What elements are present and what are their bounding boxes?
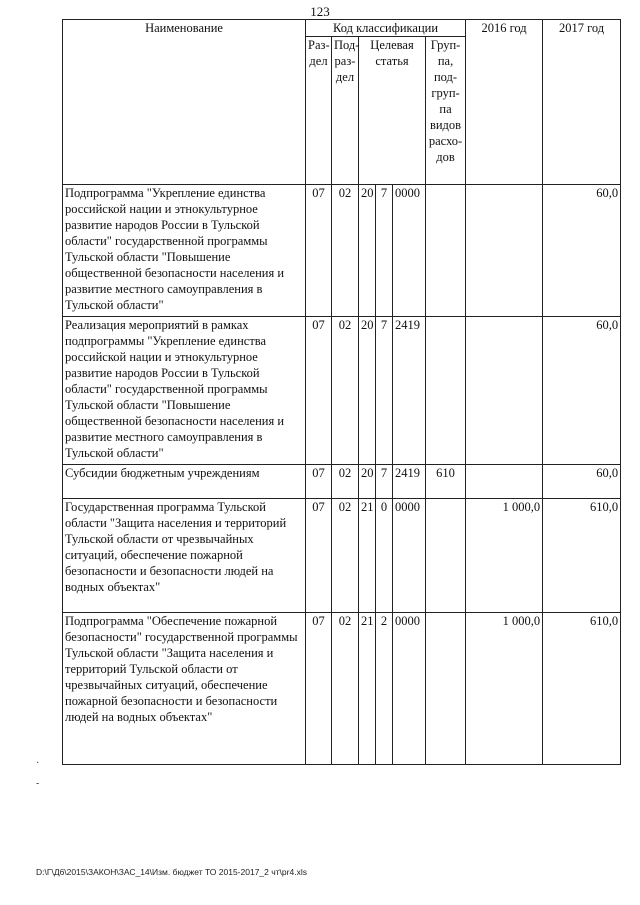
row-cs3: 0000 xyxy=(393,499,426,613)
scan-mark: - xyxy=(36,778,40,789)
row-podrazdel: 02 xyxy=(332,185,359,317)
row-vid xyxy=(426,185,466,317)
row-razdel: 07 xyxy=(306,185,332,317)
row-razdel: 07 xyxy=(306,317,332,465)
row-2017: 60,0 xyxy=(543,185,621,317)
budget-table xyxy=(62,19,621,765)
row-2016 xyxy=(466,465,543,499)
row-podrazdel: 02 xyxy=(332,613,359,765)
row-2016: 1 000,0 xyxy=(466,499,543,613)
table-row xyxy=(63,317,621,465)
row-cs2: 2 xyxy=(376,613,393,765)
page-number: 123 xyxy=(310,4,330,19)
row-cs3: 0000 xyxy=(393,613,426,765)
table-row xyxy=(63,185,621,317)
row-name: Реализация мероприятий в рамках подпрограммы "Укрепление единства российской нации и этнокультурное развитие народов России в Тульской области" государственной программы Тульской области "Повышение общественной безопасности населения и развитие местного самоуправления в Тульской области" xyxy=(63,317,306,465)
header-gruppa-vidov: Груп-па, под-груп-па видов расхо-дов xyxy=(426,37,466,185)
row-cs1: 20 xyxy=(359,317,376,465)
header-code-group: Код классификации xyxy=(306,20,466,37)
row-vid xyxy=(426,613,466,765)
row-cs1: 21 xyxy=(359,613,376,765)
scan-mark: · xyxy=(36,758,40,769)
row-cs2: 7 xyxy=(376,185,393,317)
row-cs2: 7 xyxy=(376,317,393,465)
row-name: Государственная программа Тульской области "Защита населения и территорий Тульской области от чрезвычайных ситуаций, обеспечение пожарной безопасности и безопасности людей на водных объектах" xyxy=(63,499,306,613)
row-cs2: 7 xyxy=(376,465,393,499)
header-2017: 2017 год xyxy=(543,20,621,185)
row-razdel: 07 xyxy=(306,613,332,765)
header-celevaya-statya: Целевая статья xyxy=(359,37,426,185)
row-2016 xyxy=(466,317,543,465)
header-name: Наименование xyxy=(63,20,306,185)
row-vid xyxy=(426,499,466,613)
header-razdel: Раз-дел xyxy=(306,37,332,185)
row-2017: 610,0 xyxy=(543,499,621,613)
row-cs1: 20 xyxy=(359,465,376,499)
row-2017: 60,0 xyxy=(543,465,621,499)
row-podrazdel: 02 xyxy=(332,317,359,465)
row-razdel: 07 xyxy=(306,465,332,499)
row-podrazdel: 02 xyxy=(332,465,359,499)
file-path-footer: D:\Г\Д6\2015\ЗАКОН\ЗАС_14\Изм. бюджет ТО 2015-2017_2 чт\pr4.xls xyxy=(36,867,307,877)
row-2016: 1 000,0 xyxy=(466,613,543,765)
row-cs1: 21 xyxy=(359,499,376,613)
header-2016: 2016 год xyxy=(466,20,543,185)
row-vid xyxy=(426,317,466,465)
table-row xyxy=(63,499,621,613)
row-2017: 60,0 xyxy=(543,317,621,465)
row-cs1: 20 xyxy=(359,185,376,317)
row-vid: 610 xyxy=(426,465,466,499)
table-row xyxy=(63,465,621,499)
table-row xyxy=(63,613,621,765)
row-cs3: 2419 xyxy=(393,465,426,499)
row-name: Субсидии бюджетным учреждениям xyxy=(63,465,306,499)
row-cs2: 0 xyxy=(376,499,393,613)
row-name: Подпрограмма "Обеспечение пожарной безопасности" государственной программы Тульской области "Защита населения и территорий Тульской области от чрезвычайных ситуаций, обеспечение пожарной безопасности и безопасности людей на водных объектах" xyxy=(63,613,306,765)
row-cs3: 2419 xyxy=(393,317,426,465)
row-name: Подпрограмма "Укрепление единства российской нации и этнокультурное развитие народов России в Тульской области" государственной программы Тульской области "Повышение общественной безопасности населения и развитие местного самоуправления в Тульской области" xyxy=(63,185,306,317)
header-podrazdel: Под-раз-дел xyxy=(332,37,359,185)
row-2016 xyxy=(466,185,543,317)
row-razdel: 07 xyxy=(306,499,332,613)
row-2017: 610,0 xyxy=(543,613,621,765)
row-cs3: 0000 xyxy=(393,185,426,317)
row-podrazdel: 02 xyxy=(332,499,359,613)
